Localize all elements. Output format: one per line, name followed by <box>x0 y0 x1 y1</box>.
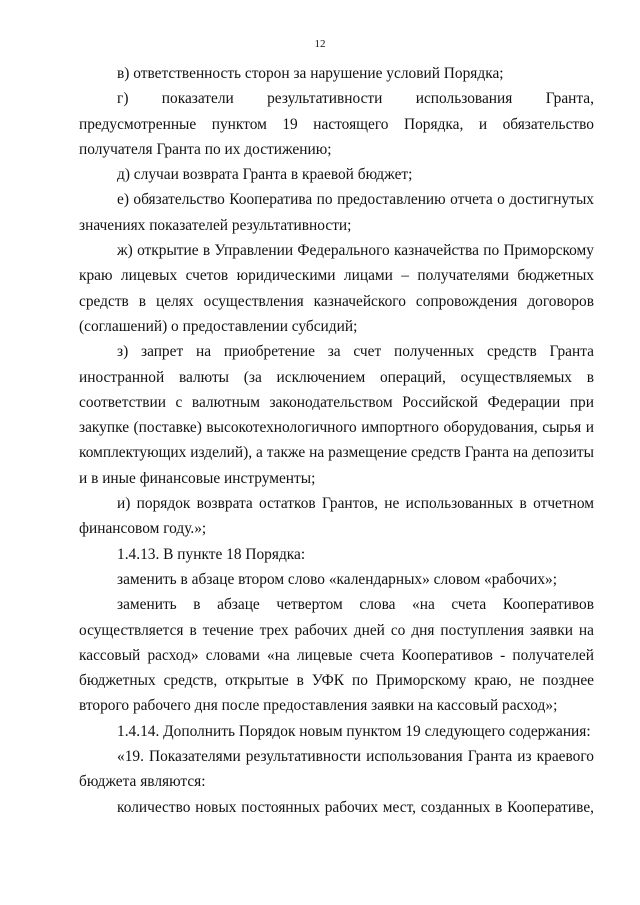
paragraph-19: «19. Показателями результативности использования Гранта из краевого бюджета являются: <box>79 748 594 791</box>
paragraph-1-4-13: 1.4.13. В пункте 18 Порядка: <box>117 545 306 563</box>
page-number: 12 <box>314 38 326 50</box>
paragraph-zh: ж) открытие в Управлении Федерального казначейства по Приморскому краю лицевых счетов юридическими лицами – получателями бюджетных средств в целях осуществления казначейского сопровождения договоров (соглашений) о предоставлении субсидий; <box>79 242 594 335</box>
paragraph-replace-accounts: заменить в абзаце четвертом слова «на счета Кооперативов осуществляется в течение трех рабочих дней со дня поступления заявки на кассовый расход» словами «на лицевые счета Кооперативов - получателей бюджетных средств, открытые в УФК по Приморскому краю, не позднее второго рабочего дня после предоставления заявки на кассовый расход»; <box>79 596 594 715</box>
paragraph-d: д) случаи возврата Гранта в краевой бюджет; <box>117 166 413 184</box>
document-body <box>79 61 594 820</box>
paragraph-1-4-14: 1.4.14. Дополнить Порядок новым пунктом 19 следующего содержания: <box>117 722 591 740</box>
paragraph-v: в) ответственность сторон за нарушение условий Порядка; <box>117 65 504 82</box>
paragraph-jobs: количество новых постоянных рабочих мест, созданных в Кооперативе, <box>117 798 594 816</box>
paragraph-z: з) запрет на приобретение за счет полученных средств Гранта иностранной валюты (за исключением операций, осуществляемых в соответствии с валютным законодательством Российской Федерации при закупке (поставке) высокотехнологичного импортного оборудования, сырья и комплектующих изделий), а также на размещение средств Гранта на депозиты и в иные финансовые инструменты; <box>79 343 594 487</box>
paragraph-g: г) показатели результативности использования Гранта, предусмотренные пунктом 19 настоящего Порядка, и обязательство получателя Гранта по их достижению; <box>79 90 594 158</box>
paragraph-e: е) обязательство Кооператива по предоставлению отчета о достигнутых значениях показателей результативности; <box>79 191 594 234</box>
paragraph-replace-calendar: заменить в абзаце втором слово «календарных» словом «рабочих»; <box>117 570 558 588</box>
paragraph-i: и) порядок возврата остатков Грантов, не использованных в отчетном финансовом году.»; <box>79 495 594 538</box>
